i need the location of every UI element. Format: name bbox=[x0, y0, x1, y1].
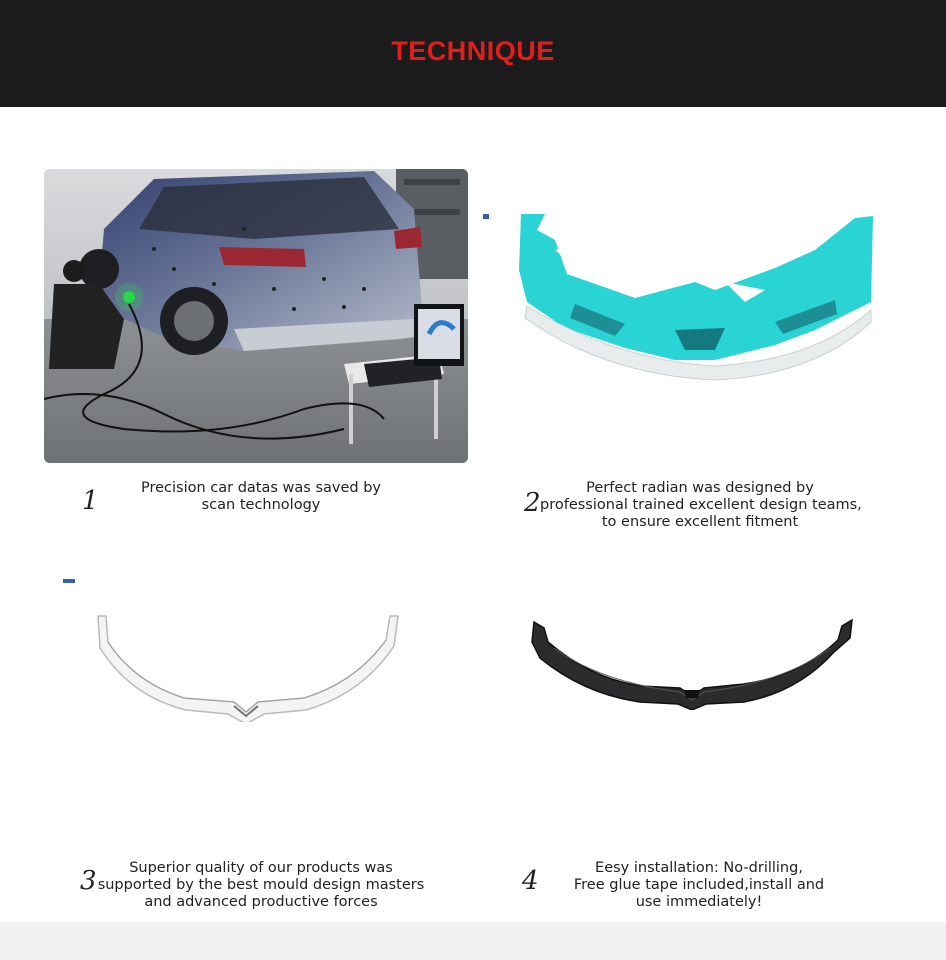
step-2-line-3: to ensure excellent fitment bbox=[601, 514, 799, 530]
step-3-line-3: and advanced productive forces bbox=[144, 894, 378, 910]
step-2-number: 2 bbox=[524, 488, 541, 518]
step-1-number: 1 bbox=[82, 486, 99, 516]
cyan-3d-bumper-model bbox=[515, 210, 877, 385]
step-1-line-2: scan technology bbox=[201, 497, 321, 513]
step-4-line-2: Free glue tape included,install and bbox=[573, 877, 825, 893]
marker-icon bbox=[483, 214, 489, 219]
car-scanning-photo bbox=[44, 169, 468, 463]
step-4-line-3: use immediately! bbox=[635, 894, 763, 910]
carbon-front-lip bbox=[530, 618, 856, 710]
step-4-number: 4 bbox=[522, 866, 539, 896]
page-title: TECHNIQUE bbox=[391, 36, 555, 66]
step-1-caption bbox=[126, 480, 396, 514]
step-2-caption bbox=[540, 480, 860, 531]
step-4-line-1: Eesy installation: No-drilling, bbox=[595, 860, 803, 876]
step-2-line-2: professional trained excellent design teams, bbox=[540, 497, 862, 513]
step-3-line-1: Superior quality of our products was bbox=[129, 860, 393, 876]
marker-icon bbox=[63, 579, 75, 583]
step-3-caption bbox=[96, 860, 426, 911]
white-lip-mould bbox=[94, 612, 400, 722]
step-3-number: 3 bbox=[80, 866, 97, 896]
step-1-line-1: Precision car datas was saved by bbox=[140, 480, 381, 496]
step-2-line-1: Perfect radian was designed by bbox=[586, 480, 814, 496]
footer-band bbox=[0, 922, 946, 960]
step-3-line-2: supported by the best mould design masters bbox=[97, 877, 425, 893]
step-4-caption bbox=[564, 860, 834, 911]
header-bar bbox=[0, 0, 946, 107]
